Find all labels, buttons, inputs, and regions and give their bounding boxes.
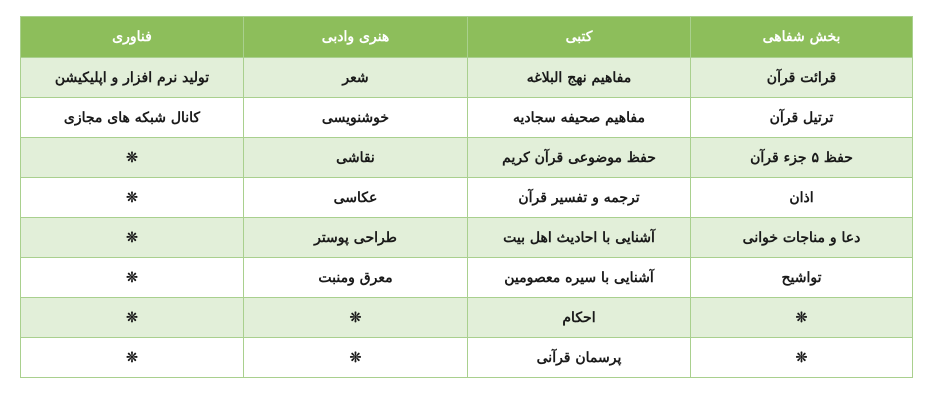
table-cell-technology: ❊ xyxy=(21,178,244,218)
header-art-literary: هنری وادبی xyxy=(244,17,468,58)
competition-categories-table xyxy=(20,16,913,378)
table-cell-written: حفظ موضوعی قرآن کریم xyxy=(468,138,691,178)
table-cell-written: احکام xyxy=(468,298,691,338)
table-cell-art: خوشنویسی xyxy=(244,98,468,138)
table-cell-written: ترجمه و تفسیر قرآن xyxy=(468,178,691,218)
table-row xyxy=(21,338,913,378)
table-cell-oral: حفظ ۵ جزء قرآن xyxy=(691,138,913,178)
table-cell-technology: ❊ xyxy=(21,218,244,258)
table-cell-art: طراحی پوستر xyxy=(244,218,468,258)
table-cell-technology: ❊ xyxy=(21,138,244,178)
table-cell-technology: ❊ xyxy=(21,258,244,298)
header-technology: فناوری xyxy=(21,17,244,58)
table-cell-oral: ❊ xyxy=(691,338,913,378)
table-cell-oral: دعا و مناجات خوانی xyxy=(691,218,913,258)
competition-table-container xyxy=(20,16,912,378)
table-cell-technology: کانال شبکه های مجازی xyxy=(21,98,244,138)
table-cell-oral: قرائت قرآن xyxy=(691,58,913,98)
table-cell-written: مفاهیم نهج البلاغه xyxy=(468,58,691,98)
table-cell-oral: ❊ xyxy=(691,298,913,338)
table-cell-art: نقاشی xyxy=(244,138,468,178)
header-written: کتبی xyxy=(468,17,691,58)
table-row xyxy=(21,178,913,218)
table-row xyxy=(21,298,913,338)
table-cell-oral: اذان xyxy=(691,178,913,218)
table-cell-oral: تواشیح xyxy=(691,258,913,298)
table-cell-art: ❊ xyxy=(244,298,468,338)
table-cell-art: شعر xyxy=(244,58,468,98)
table-row xyxy=(21,138,913,178)
table-row xyxy=(21,58,913,98)
table-row xyxy=(21,258,913,298)
table-cell-oral: ترتیل قرآن xyxy=(691,98,913,138)
table-header-row xyxy=(21,17,913,58)
table-cell-written: آشنایی با احادیث اهل بیت xyxy=(468,218,691,258)
table-cell-art: عکاسی xyxy=(244,178,468,218)
table-cell-technology: تولید نرم افزار و اپلیکیشن xyxy=(21,58,244,98)
table-cell-art: ❊ xyxy=(244,338,468,378)
header-oral-section: بخش شفاهی xyxy=(691,17,913,58)
table-cell-written: آشنایی با سیره معصومین xyxy=(468,258,691,298)
table-cell-technology: ❊ xyxy=(21,298,244,338)
table-row xyxy=(21,98,913,138)
table-cell-art: معرق ومنبت xyxy=(244,258,468,298)
table-cell-written: پرسمان قرآنی xyxy=(468,338,691,378)
table-cell-technology: ❊ xyxy=(21,338,244,378)
table-row xyxy=(21,218,913,258)
table-cell-written: مفاهیم صحیفه سجادیه xyxy=(468,98,691,138)
